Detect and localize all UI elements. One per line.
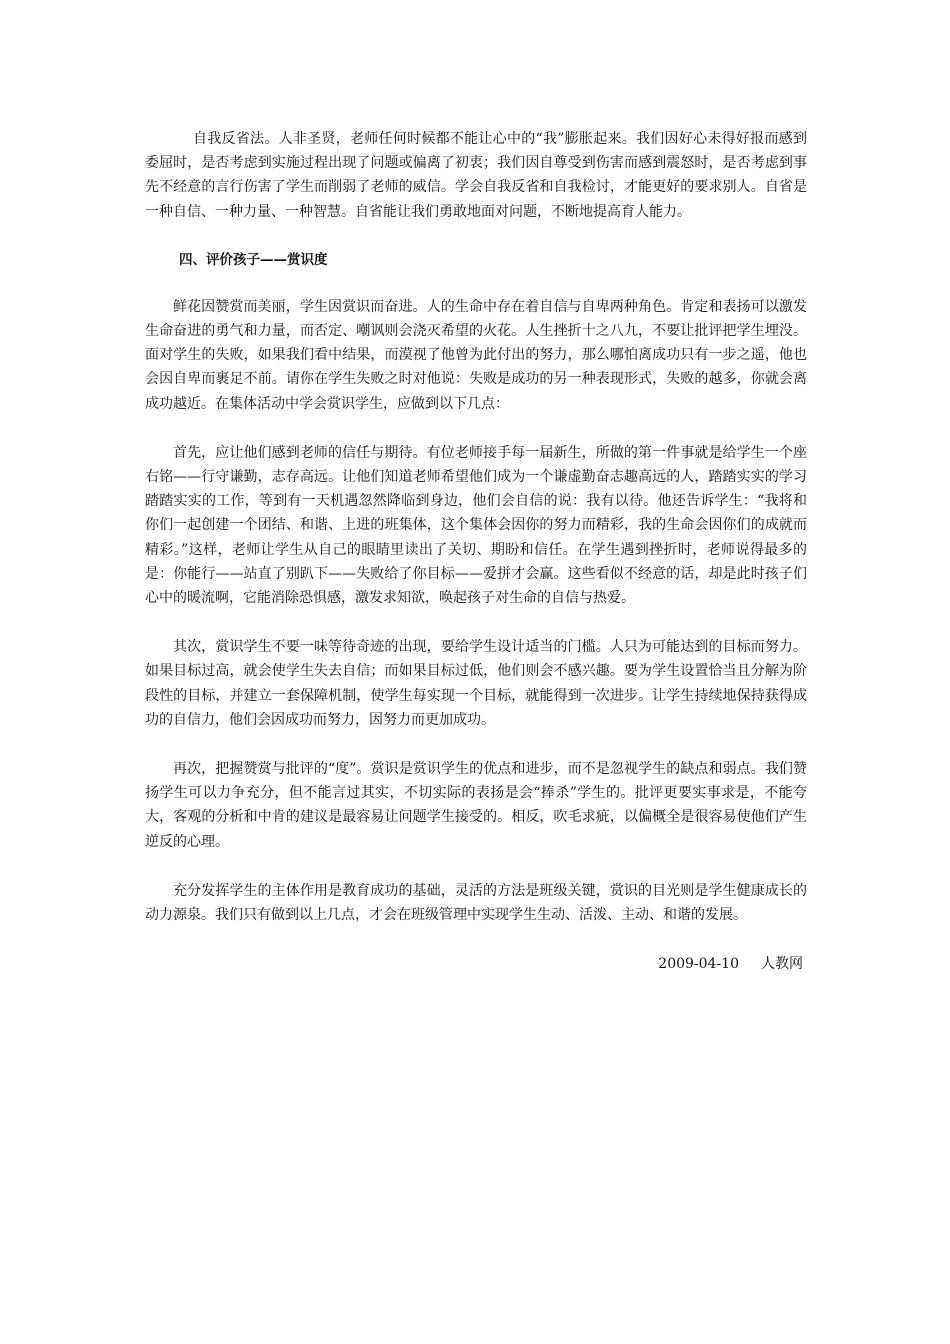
paragraph-trust-expectation: 首先，应让他们感到老师的信任与期待。有位老师接手每一届新生，所做的第一件事就是给学生一个座右铭——行守谦勤，志存高远。让他们知道老师希望他们成为一个谦虚勤奋志趣高远的人，踏踏实实的学习踏踏实实的工作，等到有一天机遇忽然降临到身边，他们会自信的说：我有以待。他还告诉学生：“我将和你们一起创建一个团结、和谐、上进的班集体，这个集体会因你的努力而精彩，我的生命会因你们的成就而精彩。”这样，老师让学生从自己的眼睛里读出了关切、期盼和信任。在学生遇到挫折时，老师说得最多的是：你能行——站直了别趴下——失败给了你目标——爱拼才会赢。这些看似不经意的话，却是此时孩子们心中的暖流啊，它能消除恐惧感，激发求知欲，唤起孩子对生命的自信与热爱。 [145,444,807,607]
paragraph-goal-threshold: 其次，赏识学生不要一味等待奇迹的出现，要给学生设计适当的门槛。人只为可能达到的目标而努力。如果目标过高，就会使学生失去自信；而如果目标过低，他们则会不感兴趣。要为学生设置恰当且分解为阶段性的目标，并建立一套保障机制，使学生每实现一个目标，就能得到一次进步。让学生持续地保持获得成功的自信力，他们会因成功而努力，因努力而更加成功。 [145,639,807,728]
section-heading-appreciation: 四、评价孩子——赏识度 [179,251,328,268]
paragraph-gap [145,224,807,248]
paragraph-gap [145,610,807,635]
publish-date: 2009-04-10 [658,956,739,973]
paragraph-gap [145,272,807,295]
paragraph-self-reflection: 自我反省法。人非圣贤，老师任何时候都不能让心中的“我”膨胀起来。我们因好心未得好报而感到委屈时，是否考虑到实施过程出现了问题或偏离了初衷；我们因自尊受到伤害而感到震怒时，是否考虑到事先不经意的言行伤害了学生而削弱了老师的威信。学会自我反省和自我检讨，才能更好的要求别人。自省是一种自信、一种力量、一种智慧。自省能让我们勇敢地面对问题，不断地提高育人能力。 [145,131,807,220]
article-footer [145,952,807,976]
document-body [145,127,807,976]
paragraph-gap [145,416,807,441]
source-name: 人教网 [761,956,803,973]
paragraph-gap [145,732,807,757]
paragraph-praise-criticism: 再次，把握赞赏与批评的“度”。赏识是赏识学生的优点和进步，而不是忽视学生的缺点和弱点。我们赞扬学生可以力争充分，但不能言过其实，不切实际的表扬是会“捧杀”学生的。批评更要实事求是，不能夸大，客观的分析和中肯的建议是最容易让问题学生接受的。相反，吹毛求疵，以偏概全是很容易使他们产生逆反的心理。 [145,761,807,850]
paragraph-conclusion: 充分发挥学生的主体作用是教育成功的基础，灵活的方法是班级关键，赏识的目光则是学生健康成长的动力源泉。我们只有做到以上几点，才会在班级管理中实现学生生动、活泼、主动、和谐的发展。 [145,882,807,924]
paragraph-gap [145,854,807,879]
paragraph-gap [145,927,807,952]
paragraph-appreciation-intro: 鲜花因赞赏而美丽，学生因赏识而奋进。人的生命中存在着自信与自卑两种角色。肯定和表扬可以激发生命奋进的勇气和力量，而否定、嘲讽则会浇灭希望的火花。人生挫折十之八九，不要让批评把学生埋没。面对学生的失败，如果我们看中结果，而漠视了他曾为此付出的努力，那么哪怕离成功只有一步之遥，他也会因自卑而裹足不前。请你在学生失败之时对他说：失败是成功的另一种表现形式，失败的越多，你就会离成功越近。在集体活动中学会赏识学生，应做到以下几点： [145,298,807,412]
